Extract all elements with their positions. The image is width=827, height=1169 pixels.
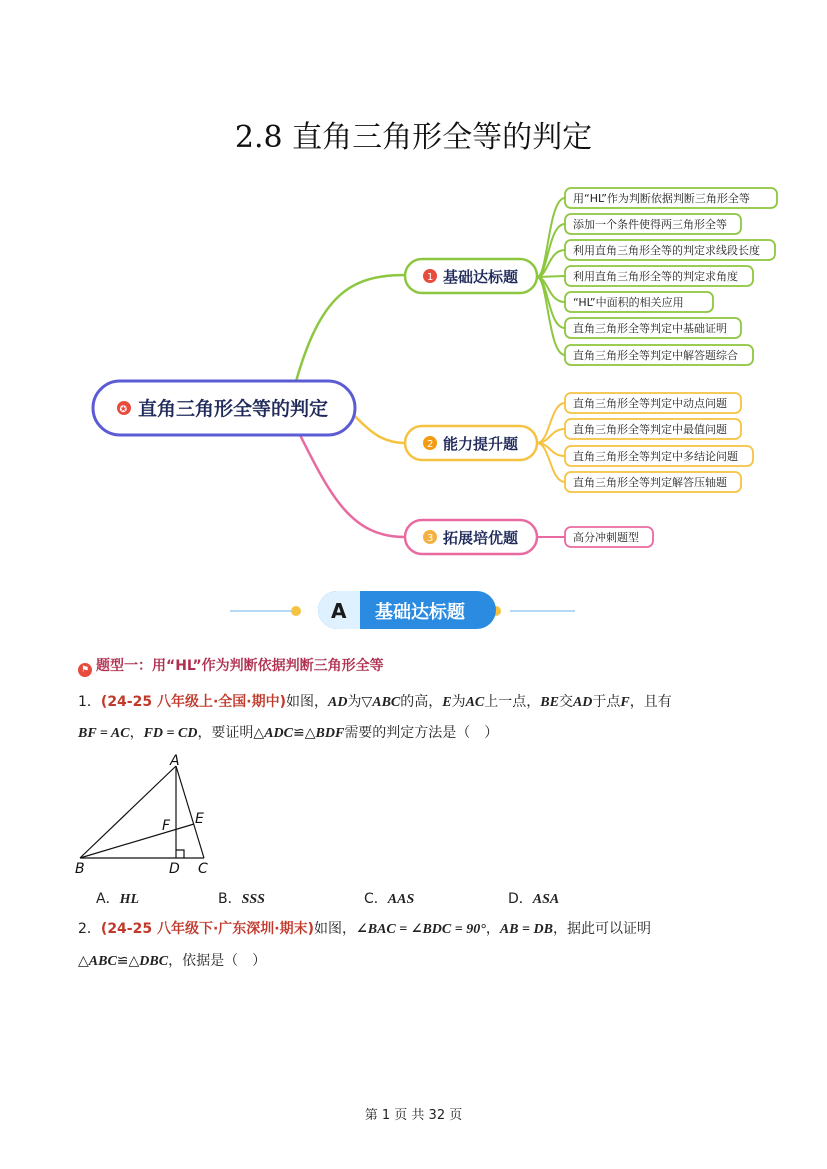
mindmap-root — [93, 381, 355, 435]
section-letter: A — [331, 599, 347, 623]
section-label: 基础达标题 — [375, 602, 465, 623]
leaf-2-3: 直角三角形全等判定中多结论问题 — [573, 450, 738, 463]
leaf-2-4: 直角三角形全等判定解答压轴题 — [573, 476, 727, 489]
fig-label-E: E — [195, 811, 204, 827]
section-banner — [230, 588, 580, 634]
leaf-1-2: 添加一个条件使得两三角形全等 — [573, 218, 727, 231]
branch-2-leaf-links — [537, 403, 565, 482]
leaf-1-6: 直角三角形全等判定中基础证明 — [573, 322, 727, 335]
question-type-heading — [78, 655, 384, 677]
leaf-1-4: 利用直角三角形全等的判定求角度 — [573, 270, 738, 283]
leaf-1-3: 利用直角三角形全等的判定求线段长度 — [573, 244, 760, 257]
mindmap — [0, 175, 827, 560]
leaf-1-1: 用“HL”作为判断依据判断三角形全等 — [573, 192, 750, 205]
svg-text:✪: ✪ — [119, 405, 128, 415]
q1-option-c[interactable]: C．AAS — [364, 891, 415, 907]
branch-num-2: 2 — [427, 439, 434, 450]
mindmap-root-label: 直角三角形全等的判定 — [138, 398, 329, 420]
branch-node-1 — [405, 259, 537, 293]
question-1-line-2: BF = AC，FD = CD，要证明△ADC≌△BDF需要的判定方法是（ ） — [78, 725, 499, 741]
leaf-1-5: “HL”中面积的相关应用 — [573, 296, 684, 309]
question-2-line-2: △ABC≌△DBC，依据是（ ） — [78, 953, 267, 969]
branch-link-1 — [295, 275, 405, 385]
flag-icon: ⚑ — [78, 663, 92, 677]
question-2-line-1: 2．(24-25 八年级下·广东深圳·期末)如图，∠BAC = ∠BDC = 90°，AB = DB，据此可以证明 — [78, 921, 651, 937]
branch-1-leaves — [565, 188, 777, 365]
fig-label-B: B — [75, 861, 85, 877]
leaf-2-1: 直角三角形全等判定中动点问题 — [573, 397, 727, 410]
branch-node-2 — [405, 426, 537, 460]
question-type-label: 题型一：用“HL”作为判断依据判断三角形全等 — [96, 658, 384, 674]
q1-option-b[interactable]: B．SSS — [218, 891, 265, 907]
branch-label-2: 能力提升题 — [443, 435, 519, 453]
leaf-2-2: 直角三角形全等判定中最值问题 — [573, 423, 727, 436]
question-1-line-1: 1．(24-25 八年级上·全国·期中)如图，AD为▽ABC的高，E为AC上一点，BE交AD于点F，且有 — [78, 694, 672, 710]
fig-label-D: D — [169, 861, 180, 877]
branch-2-leaves — [565, 393, 753, 492]
q1-figure — [70, 752, 220, 877]
q2-source: (24-25 八年级下·广东深圳·期末) — [100, 921, 315, 937]
page-footer: 第 1 页 共 32 页 — [364, 1108, 463, 1123]
fig-label-F: F — [162, 818, 171, 834]
q1-source: (24-25 八年级上·全国·期中) — [100, 694, 287, 710]
branch-node-3 — [405, 520, 537, 554]
leaf-3-1: 高分冲刺题型 — [573, 531, 639, 544]
q1-option-a[interactable]: A．HL — [96, 891, 140, 907]
branch-3-leaves — [565, 527, 653, 547]
branch-label-3: 拓展培优题 — [443, 529, 519, 547]
branch-label-1: 基础达标题 — [443, 268, 519, 286]
q1-option-d[interactable]: D．ASA — [508, 891, 560, 907]
leaf-1-7: 直角三角形全等判定中解答题综合 — [573, 349, 738, 362]
page-title: 2.8 直角三角形全等的判定 — [234, 120, 593, 155]
branch-1-leaf-links — [537, 198, 565, 355]
fig-label-A: A — [170, 753, 180, 769]
fig-label-C: C — [198, 861, 208, 877]
branch-num-3: 3 — [427, 533, 434, 544]
branch-num-1: 1 — [427, 272, 434, 283]
